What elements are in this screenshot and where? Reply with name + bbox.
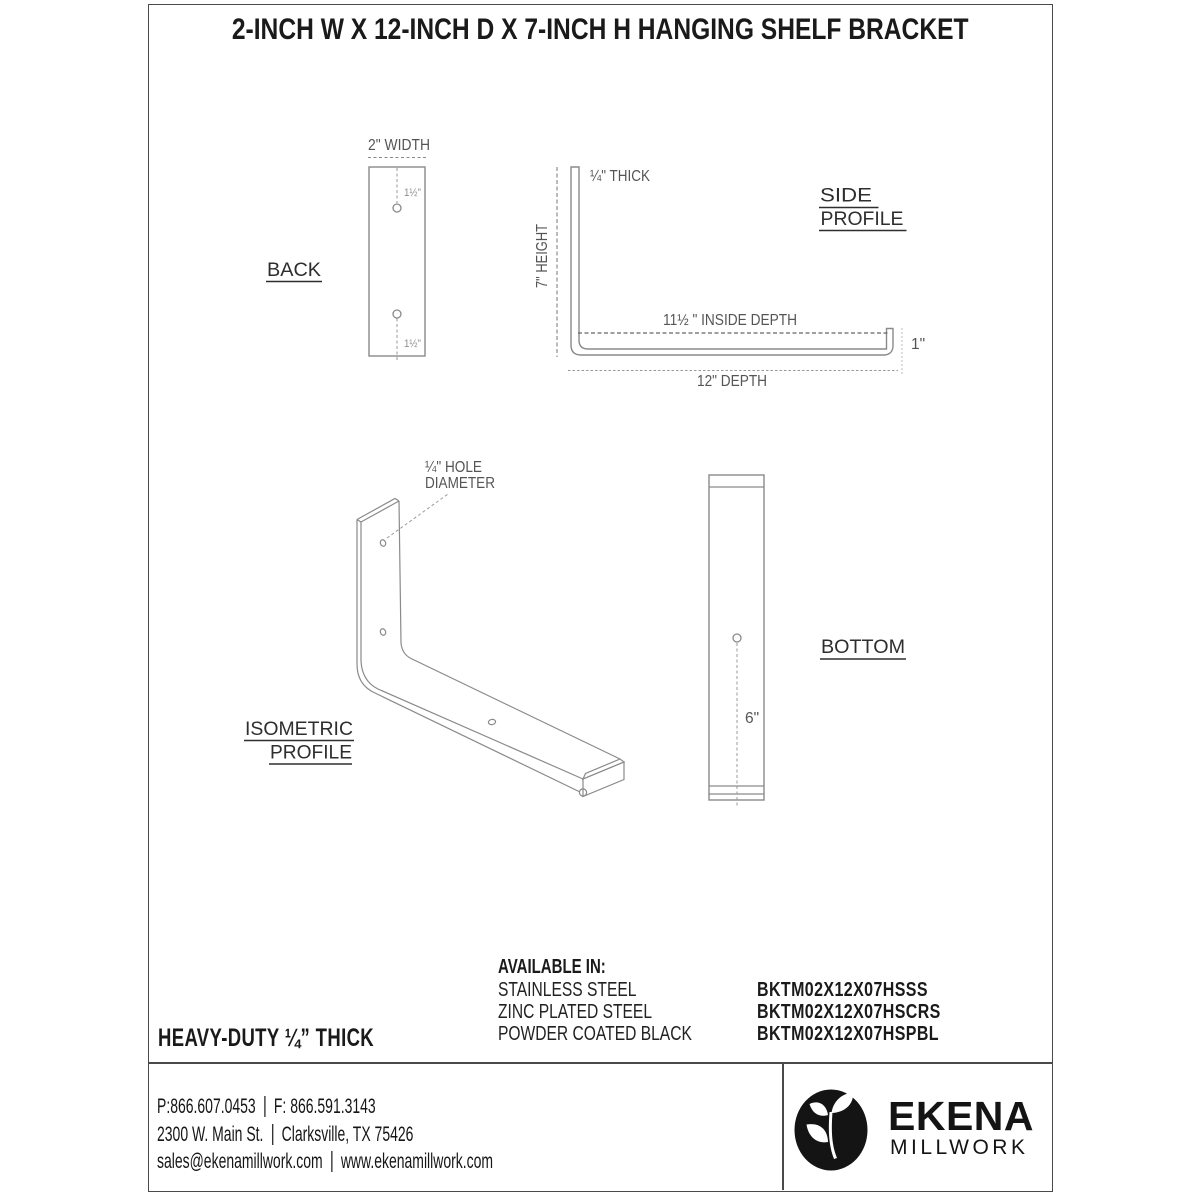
back-top-hole <box>393 204 401 212</box>
website-url[interactable]: www.ekenamillwork.com <box>340 1149 494 1173</box>
back-top-hole-dim: 1½" <box>404 187 422 199</box>
side-height-dim-label: 7" HEIGHT <box>534 211 551 288</box>
page-title-text: 2-INCH W X 12-INCH D X 7-INCH H HANGING SHELF BRACKET <box>231 13 969 46</box>
side-thick-dim-label: ¼" THICK <box>590 168 651 185</box>
side-inside-depth-dim-label: 11½ " INSIDE DEPTH <box>663 312 797 329</box>
iso-lip-top-face <box>583 759 624 779</box>
iso-plate-top-edge <box>361 501 399 522</box>
isometric-labels <box>244 459 495 764</box>
back-bottom-hole <box>393 310 401 318</box>
contact-address-line <box>157 1122 493 1150</box>
iso-hole-dim-label-line1: ¼" HOLE <box>425 459 482 476</box>
back-bottom-hole-dim: 1½" <box>404 338 422 350</box>
city-state-zip: Clarksville, TX 75426 <box>281 1121 414 1146</box>
separator-bar <box>272 1124 273 1145</box>
back-width-dim-label: 2" WIDTH <box>368 137 430 154</box>
availability-row <box>498 1001 1058 1023</box>
iso-bottom-hole <box>380 628 387 636</box>
sku-code: BKTM02X12X07HSCRS <box>757 1001 941 1023</box>
separator-bar <box>264 1096 265 1117</box>
iso-hole-leader-line <box>387 494 448 538</box>
side-view-label-line2: PROFILE <box>820 208 904 230</box>
contact-web-line <box>157 1149 493 1177</box>
iso-plate-thickness-and-near-bottom <box>357 520 579 792</box>
street-address: 2300 W. Main St. <box>157 1121 264 1146</box>
side-depth-dim-label: 12" DEPTH <box>697 373 767 390</box>
bottom-hole-dim-label: 6" <box>745 710 760 727</box>
back-view-label: BACK <box>267 259 321 281</box>
brand-division: MILLWORK <box>890 1136 1029 1159</box>
iso-view-label-line2: PROFILE <box>270 741 352 764</box>
iso-view-label-line1: ISOMETRIC <box>245 718 353 740</box>
side-profile-drawing <box>534 167 925 390</box>
side-lip-dim-label: 1" <box>911 336 926 353</box>
heavy-duty-note: HEAVY-DUTY ¼” THICK <box>158 1024 375 1052</box>
brand-logo <box>794 1089 868 1171</box>
iso-shelf-hole <box>488 719 496 725</box>
footer-divider-line <box>148 1062 1052 1064</box>
footer-vertical-divider <box>782 1062 784 1190</box>
email-address[interactable]: sales@ekenamillwork.com <box>157 1149 323 1173</box>
bottom-view-label: BOTTOM <box>821 636 905 658</box>
back-view-drawing <box>266 137 430 362</box>
iso-top-hole <box>380 539 387 547</box>
iso-inner-bend-and-far-edge <box>401 643 620 759</box>
availability-row <box>498 1023 1058 1045</box>
material-name: POWDER COATED BLACK <box>498 1023 692 1045</box>
bottom-hole <box>733 634 741 642</box>
sku-code: BKTM02X12X07HSSS <box>757 979 928 1001</box>
iso-plate-top-face <box>357 499 399 520</box>
isometric-drawing <box>357 494 624 797</box>
contact-block <box>157 1094 674 1177</box>
bottom-view-drawing <box>709 475 906 806</box>
iso-plate-right-edge <box>399 501 401 643</box>
brand-name: EKENA <box>888 1093 1035 1139</box>
side-view-label-line1: SIDE <box>820 184 872 207</box>
phone-number: P:866.607.0453 <box>157 1094 256 1118</box>
availability-heading: AVAILABLE IN: <box>498 956 606 978</box>
iso-hole-dim-label-line2: DIAMETER <box>425 475 495 492</box>
fax-number: F: 866.591.3143 <box>273 1094 376 1118</box>
separator-bar <box>331 1151 332 1172</box>
contact-phone-fax-line <box>157 1094 493 1122</box>
sku-code: BKTM02X12X07HSPBL <box>757 1023 939 1045</box>
iso-lip-front-face <box>583 762 624 797</box>
availability-row <box>498 979 1058 1001</box>
material-name: ZINC PLATED STEEL <box>498 1001 653 1023</box>
material-name: STAINLESS STEEL <box>498 979 637 1001</box>
